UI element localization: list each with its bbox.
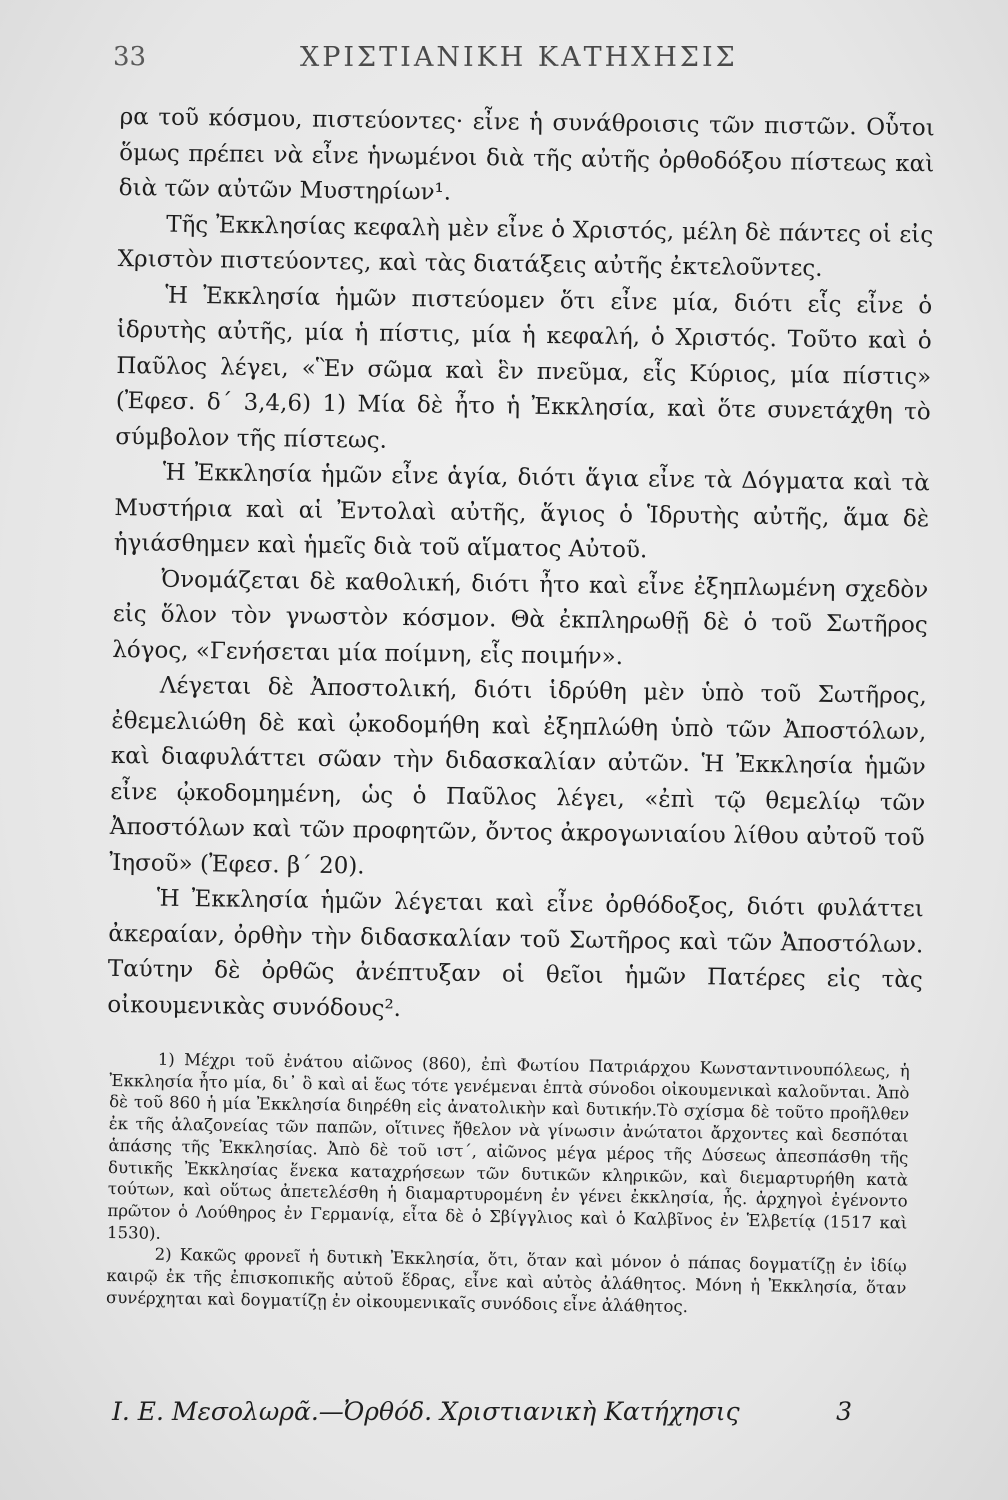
paragraph: Λέγεται δὲ Ἀποστολική, διότι ἱδρύθη μὲν ὑπὸ τοῦ Σωτῆρος, ἐθεμελιώθη δὲ καὶ ᾠκοδομήθη καὶ ἐξηπλώθη ὑπὸ τῶν Ἀποστόλων, καὶ διαφυλάττει σῶαν τὴν διδασκαλίαν αὐτῶν. Ἡ Ἐκκλησία ἡμῶν εἶνε ᾠκοδομημένη, ὡς ὁ Παῦλος λέγει, «ἐπὶ τῷ θεμελίῳ τῶν Ἀποστόλων καὶ τῶν προφητῶν, ὄντος ἀκρογωνιαίου λίθου αὐτοῦ τοῦ Ἰησοῦ» (Ἐφεσ. β΄ 20). <box>109 672 927 879</box>
running-title: ΧΡΙΣΤΙΑΝΙΚΗ ΚΑΤΗΧΗΣΙΣ <box>300 42 738 73</box>
page-header <box>0 42 1008 82</box>
signature-mark: 3 <box>836 1397 852 1426</box>
footnote: 2) Κακῶς φρονεῖ ἡ δυτικὴ Ἐκκλησία, ὅτι, ὅταν καὶ μόνον ὁ πάπας δογματίζῃ ἐν ἰδίῳ καιρῷ ἐκ τῆς ἐπισκοπικῆς αὐτοῦ ἕδρας, εἶνε καὶ αὐτὸς ἀλάθητος. Μόνη ἡ Ἐκκλησία, ὅταν συνέρχηται καὶ δογματίζῃ ἐν οἰκουμενικαῖς συνόδοις εἶνε ἀλάθητος. <box>105 1245 907 1316</box>
paragraph: Ὀνομάζεται δὲ καθολική, διότι ἦτο καὶ εἶνε ἐξηπλωμένη σχεδὸν εἰς ὅλον τὸν γνωστὸν κόσμον. Θὰ ἐκπληρωθῇ δὲ ὁ τοῦ Σωτῆρος λόγος, «Γενήσεται μία ποίμνη, εἷς ποιμήν». <box>112 566 929 670</box>
paragraph: Τῆς Ἐκκλησίας κεφαλὴ μὲν εἶνε ὁ Χριστός, μέλη δὲ πάντες οἱ εἰς Χριστὸν πιστεύοντες, καὶ τὰς διατάξεις αὐτῆς ἐκτελοῦντες. <box>117 211 934 282</box>
paragraph: Ἡ Ἐκκλησία ἡμῶν πιστεύομεν ὅτι εἶνε μία, διότι εἷς εἶνε ὁ ἱδρυτὴς αὐτῆς, μία ἡ πίστις, μία ἡ κεφαλή, ὁ Χριστός. Τοῦτο καὶ ὁ Παῦλος λέγει, «Ἓν σῶμα καὶ ἓν πνεῦμα, εἷς Κύριος, μία πίστις» (Ἐφεσ. δ΄ 3,4,6) 1) Μία δὲ ἦτο ἡ Ἐκκλησία, καὶ ὅτε συνετάχθη τὸ σύμβολον τῆς πίστεως. <box>115 282 933 454</box>
paragraph-continuation: ρα τοῦ κόσμου, πιστεύοντες· εἶνε ἡ συνάθροισις τῶν πιστῶν. Οὗτοι ὅμως πρέπει νὰ εἶνε ἡνωμένοι διὰ τῆς αὐτῆς ὀρθοδόξου πίστεως καὶ διὰ τῶν αὐτῶν Μυστηρίων¹. <box>118 103 935 206</box>
paragraph: Ἡ Ἐκκλησία ἡμῶν λέγεται καὶ εἶνε ὀρθόδοξος, διότι φυλάττει ἀκεραίαν, ὀρθὴν τὴν διδασκαλίαν τοῦ Σωτῆρος καὶ τῶν Ἀποστόλων. Ταύτην δὲ ὀρθῶς ἀνέπτυξαν οἱ θεῖοι ἡμῶν Πατέρες εἰς τὰς οἰκουμενικὰς συνόδους². <box>107 885 924 1022</box>
page-number: 33 <box>113 42 147 72</box>
page-footer <box>112 1397 852 1433</box>
footnote: 1) Μέχρι τοῦ ἐνάτου αἰῶνος (860), ἐπὶ Φωτίου Πατριάρχου Κωνσταντινουπόλεως, ἡ Ἐκκλησία ἦτο μία, δι᾿ ὃ καὶ αἱ ἕως τότε γενέμεναι ἑπτὰ σύνοδοι οἰκουμενικαὶ καλοῦνται. Ἀπὸ δὲ τοῦ 860 ἡ μία Ἐκκλησία διηρέθη εἰς ἀνατολικὴν καὶ δυτικήν.Τὸ σχίσμα δὲ τοῦτο προῆλθεν ἐκ τῆς ἀλαζονείας τῶν παπῶν, οἵτινες ἤθελον νὰ γίνωσιν ἀνώτατοι ἄρχοντες καὶ δεσπόται ἁπάσης τῆς Ἐκκλησίας. Ἀπὸ δὲ τοῦ ιστ΄, αἰῶνος μέγα μέρος τῆς Δύσεως ἀπεσπάσθη τῆς δυτικῆς Ἐκκλησίας ἕνεκα καταχρήσεων τῶν δυτικῶν κληρικῶν, καὶ διεμαρτυρήθη κατὰ τούτων, καὶ οὕτως ἀπετελέσθη ἡ διαμαρτυρομένη ἐν γένει ἐκκλησία, ἧς. ἀρχηγοὶ ἐγένοντο πρῶτον ὁ Λούθηρος ἐν Γερμανίᾳ, εἶτα δὲ ὁ Σβίγγλιος καὶ ὁ Καλβῖνος ἐν Ἑλβετίᾳ (1517 καὶ 1530). <box>106 1049 910 1243</box>
footer-citation: Ι. Ε. Μεσολωρᾶ.—Ὀρθόδ. Χριστιανικὴ Κατήχησις <box>112 1397 740 1426</box>
footnotes <box>106 1048 910 1321</box>
main-text <box>107 100 935 1034</box>
paragraph: Ἡ Ἐκκλησία ἡμῶν εἶνε ἁγία, διότι ἅγια εἶνε τὰ Δόγματα καὶ τὰ Μυστήρια καὶ αἱ Ἐντολαὶ αὐτῆς, ἅγιος ὁ Ἱδρυτὴς αὐτῆς, ἅμα δὲ ἡγιάσθημεν καὶ ἡμεῖς διὰ τοῦ αἵματος Αὐτοῦ. <box>113 459 930 564</box>
